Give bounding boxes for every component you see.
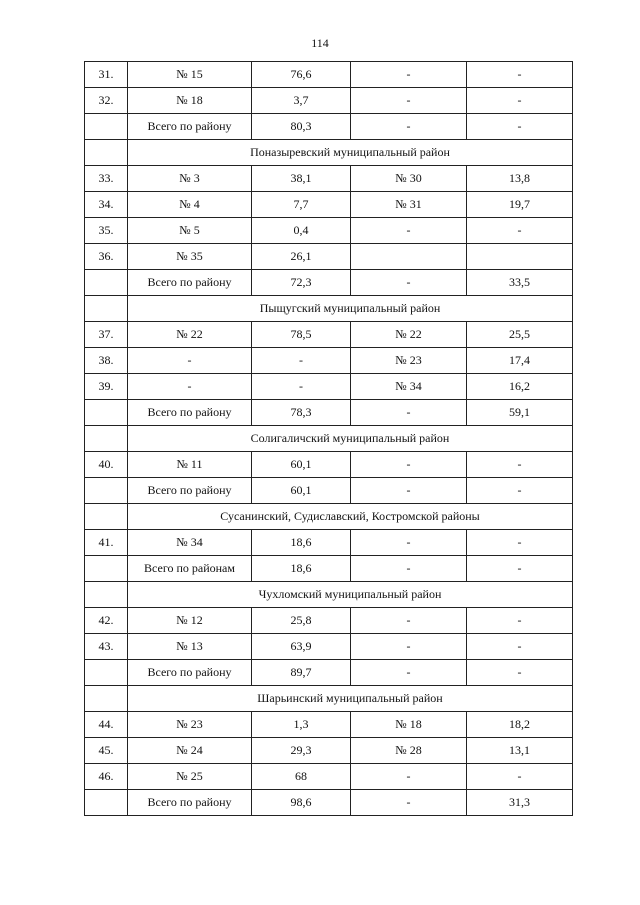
value-2-cell: 31,3 <box>467 790 573 816</box>
row-number-cell: 37. <box>85 322 128 348</box>
row-number-cell <box>85 140 128 166</box>
object-cell: - <box>128 374 252 400</box>
table-row <box>85 218 573 244</box>
value-cell: 78,3 <box>252 400 351 426</box>
row-number-cell: 40. <box>85 452 128 478</box>
object-cell: № 35 <box>128 244 252 270</box>
object-2-cell: № 22 <box>351 322 467 348</box>
value-2-cell: - <box>467 114 573 140</box>
object-cell: № 5 <box>128 218 252 244</box>
district-table <box>84 61 573 816</box>
section-row <box>85 140 573 166</box>
value-2-cell: 16,2 <box>467 374 573 400</box>
value-2-cell: - <box>467 62 573 88</box>
row-number-cell <box>85 556 128 582</box>
section-row <box>85 686 573 712</box>
section-row <box>85 504 573 530</box>
row-number-cell <box>85 504 128 530</box>
table-row <box>85 530 573 556</box>
table-row <box>85 244 573 270</box>
total-row <box>85 556 573 582</box>
value-2-cell: - <box>467 608 573 634</box>
value-2-cell: 18,2 <box>467 712 573 738</box>
row-number-cell: 36. <box>85 244 128 270</box>
object-cell: № 22 <box>128 322 252 348</box>
value-cell: 38,1 <box>252 166 351 192</box>
row-number-cell <box>85 790 128 816</box>
object-2-cell: - <box>351 62 467 88</box>
object-2-cell: № 18 <box>351 712 467 738</box>
total-row <box>85 400 573 426</box>
value-cell: 26,1 <box>252 244 351 270</box>
value-cell: 18,6 <box>252 556 351 582</box>
object-2-cell: № 23 <box>351 348 467 374</box>
table-row <box>85 764 573 790</box>
section-title: Чухломский муниципальный район <box>128 582 573 608</box>
value-2-cell: - <box>467 88 573 114</box>
section-title: Шарьинский муниципальный район <box>128 686 573 712</box>
value-2-cell: - <box>467 634 573 660</box>
value-2-cell: - <box>467 452 573 478</box>
value-cell: 60,1 <box>252 452 351 478</box>
table-row <box>85 452 573 478</box>
value-cell: 76,6 <box>252 62 351 88</box>
page-number: 114 <box>311 36 329 50</box>
table-body <box>85 62 573 816</box>
object-cell: № 4 <box>128 192 252 218</box>
section-title: Поназыревский муниципальный район <box>128 140 573 166</box>
object-cell: Всего по районам <box>128 556 252 582</box>
row-number-cell: 46. <box>85 764 128 790</box>
section-title: Сусанинский, Судиславский, Костромской районы <box>128 504 573 530</box>
table-row <box>85 712 573 738</box>
row-number-cell <box>85 296 128 322</box>
row-number-cell: 45. <box>85 738 128 764</box>
value-cell: - <box>252 374 351 400</box>
object-2-cell: - <box>351 478 467 504</box>
object-cell: № 12 <box>128 608 252 634</box>
section-title: Солигаличский муниципальный район <box>128 426 573 452</box>
object-cell: № 15 <box>128 62 252 88</box>
value-cell: 63,9 <box>252 634 351 660</box>
value-2-cell: 25,5 <box>467 322 573 348</box>
object-2-cell: - <box>351 88 467 114</box>
value-cell: 18,6 <box>252 530 351 556</box>
row-number-cell: 38. <box>85 348 128 374</box>
value-2-cell: - <box>467 478 573 504</box>
table-row <box>85 322 573 348</box>
value-2-cell <box>467 244 573 270</box>
row-number-cell: 32. <box>85 88 128 114</box>
row-number-cell: 41. <box>85 530 128 556</box>
object-2-cell <box>351 244 467 270</box>
object-2-cell: № 31 <box>351 192 467 218</box>
object-cell: № 18 <box>128 88 252 114</box>
value-2-cell: - <box>467 530 573 556</box>
object-2-cell: № 34 <box>351 374 467 400</box>
section-row <box>85 582 573 608</box>
row-number-cell <box>85 478 128 504</box>
total-row <box>85 790 573 816</box>
object-2-cell: № 28 <box>351 738 467 764</box>
total-row <box>85 478 573 504</box>
value-2-cell: 59,1 <box>467 400 573 426</box>
object-2-cell: - <box>351 270 467 296</box>
row-number-cell: 31. <box>85 62 128 88</box>
object-cell: Всего по району <box>128 114 252 140</box>
value-2-cell: - <box>467 218 573 244</box>
object-cell: Всего по району <box>128 270 252 296</box>
value-2-cell: 13,8 <box>467 166 573 192</box>
table-row <box>85 166 573 192</box>
value-cell: 3,7 <box>252 88 351 114</box>
table-row <box>85 192 573 218</box>
value-cell: 1,3 <box>252 712 351 738</box>
row-number-cell <box>85 582 128 608</box>
value-cell: 60,1 <box>252 478 351 504</box>
total-row <box>85 660 573 686</box>
row-number-cell: 42. <box>85 608 128 634</box>
value-2-cell: 33,5 <box>467 270 573 296</box>
object-cell: № 25 <box>128 764 252 790</box>
table-row <box>85 88 573 114</box>
table-row <box>85 608 573 634</box>
table-row <box>85 62 573 88</box>
row-number-cell: 39. <box>85 374 128 400</box>
row-number-cell <box>85 660 128 686</box>
row-number-cell <box>85 426 128 452</box>
value-cell: 7,7 <box>252 192 351 218</box>
value-cell: 29,3 <box>252 738 351 764</box>
row-number-cell <box>85 114 128 140</box>
row-number-cell <box>85 686 128 712</box>
section-title: Пыщугский муниципальный район <box>128 296 573 322</box>
object-cell: № 23 <box>128 712 252 738</box>
value-cell: 89,7 <box>252 660 351 686</box>
value-cell: 80,3 <box>252 114 351 140</box>
value-2-cell: 13,1 <box>467 738 573 764</box>
object-2-cell: № 30 <box>351 166 467 192</box>
object-2-cell: - <box>351 530 467 556</box>
object-cell: № 24 <box>128 738 252 764</box>
table-row <box>85 634 573 660</box>
value-2-cell: - <box>467 764 573 790</box>
table-row <box>85 738 573 764</box>
object-cell: Всего по району <box>128 660 252 686</box>
object-2-cell: - <box>351 790 467 816</box>
row-number-cell: 34. <box>85 192 128 218</box>
row-number-cell: 35. <box>85 218 128 244</box>
row-number-cell <box>85 270 128 296</box>
value-cell: 68 <box>252 764 351 790</box>
row-number-cell: 44. <box>85 712 128 738</box>
object-cell: Всего по району <box>128 478 252 504</box>
object-cell: № 34 <box>128 530 252 556</box>
object-cell: Всего по району <box>128 790 252 816</box>
object-2-cell: - <box>351 556 467 582</box>
value-cell: 0,4 <box>252 218 351 244</box>
value-2-cell: - <box>467 660 573 686</box>
value-cell: 72,3 <box>252 270 351 296</box>
object-cell: № 11 <box>128 452 252 478</box>
table-row <box>85 374 573 400</box>
object-2-cell: - <box>351 400 467 426</box>
row-number-cell <box>85 400 128 426</box>
object-cell: № 3 <box>128 166 252 192</box>
value-cell: 98,6 <box>252 790 351 816</box>
value-2-cell: - <box>467 556 573 582</box>
row-number-cell: 43. <box>85 634 128 660</box>
object-2-cell: - <box>351 218 467 244</box>
object-cell: Всего по району <box>128 400 252 426</box>
table-row <box>85 348 573 374</box>
object-cell: № 13 <box>128 634 252 660</box>
section-row <box>85 426 573 452</box>
section-row <box>85 296 573 322</box>
object-2-cell: - <box>351 114 467 140</box>
object-cell: - <box>128 348 252 374</box>
value-2-cell: 19,7 <box>467 192 573 218</box>
row-number-cell: 33. <box>85 166 128 192</box>
object-2-cell: - <box>351 660 467 686</box>
total-row <box>85 270 573 296</box>
object-2-cell: - <box>351 634 467 660</box>
value-cell: - <box>252 348 351 374</box>
object-2-cell: - <box>351 764 467 790</box>
value-2-cell: 17,4 <box>467 348 573 374</box>
value-cell: 25,8 <box>252 608 351 634</box>
value-cell: 78,5 <box>252 322 351 348</box>
object-2-cell: - <box>351 452 467 478</box>
object-2-cell: - <box>351 608 467 634</box>
total-row <box>85 114 573 140</box>
